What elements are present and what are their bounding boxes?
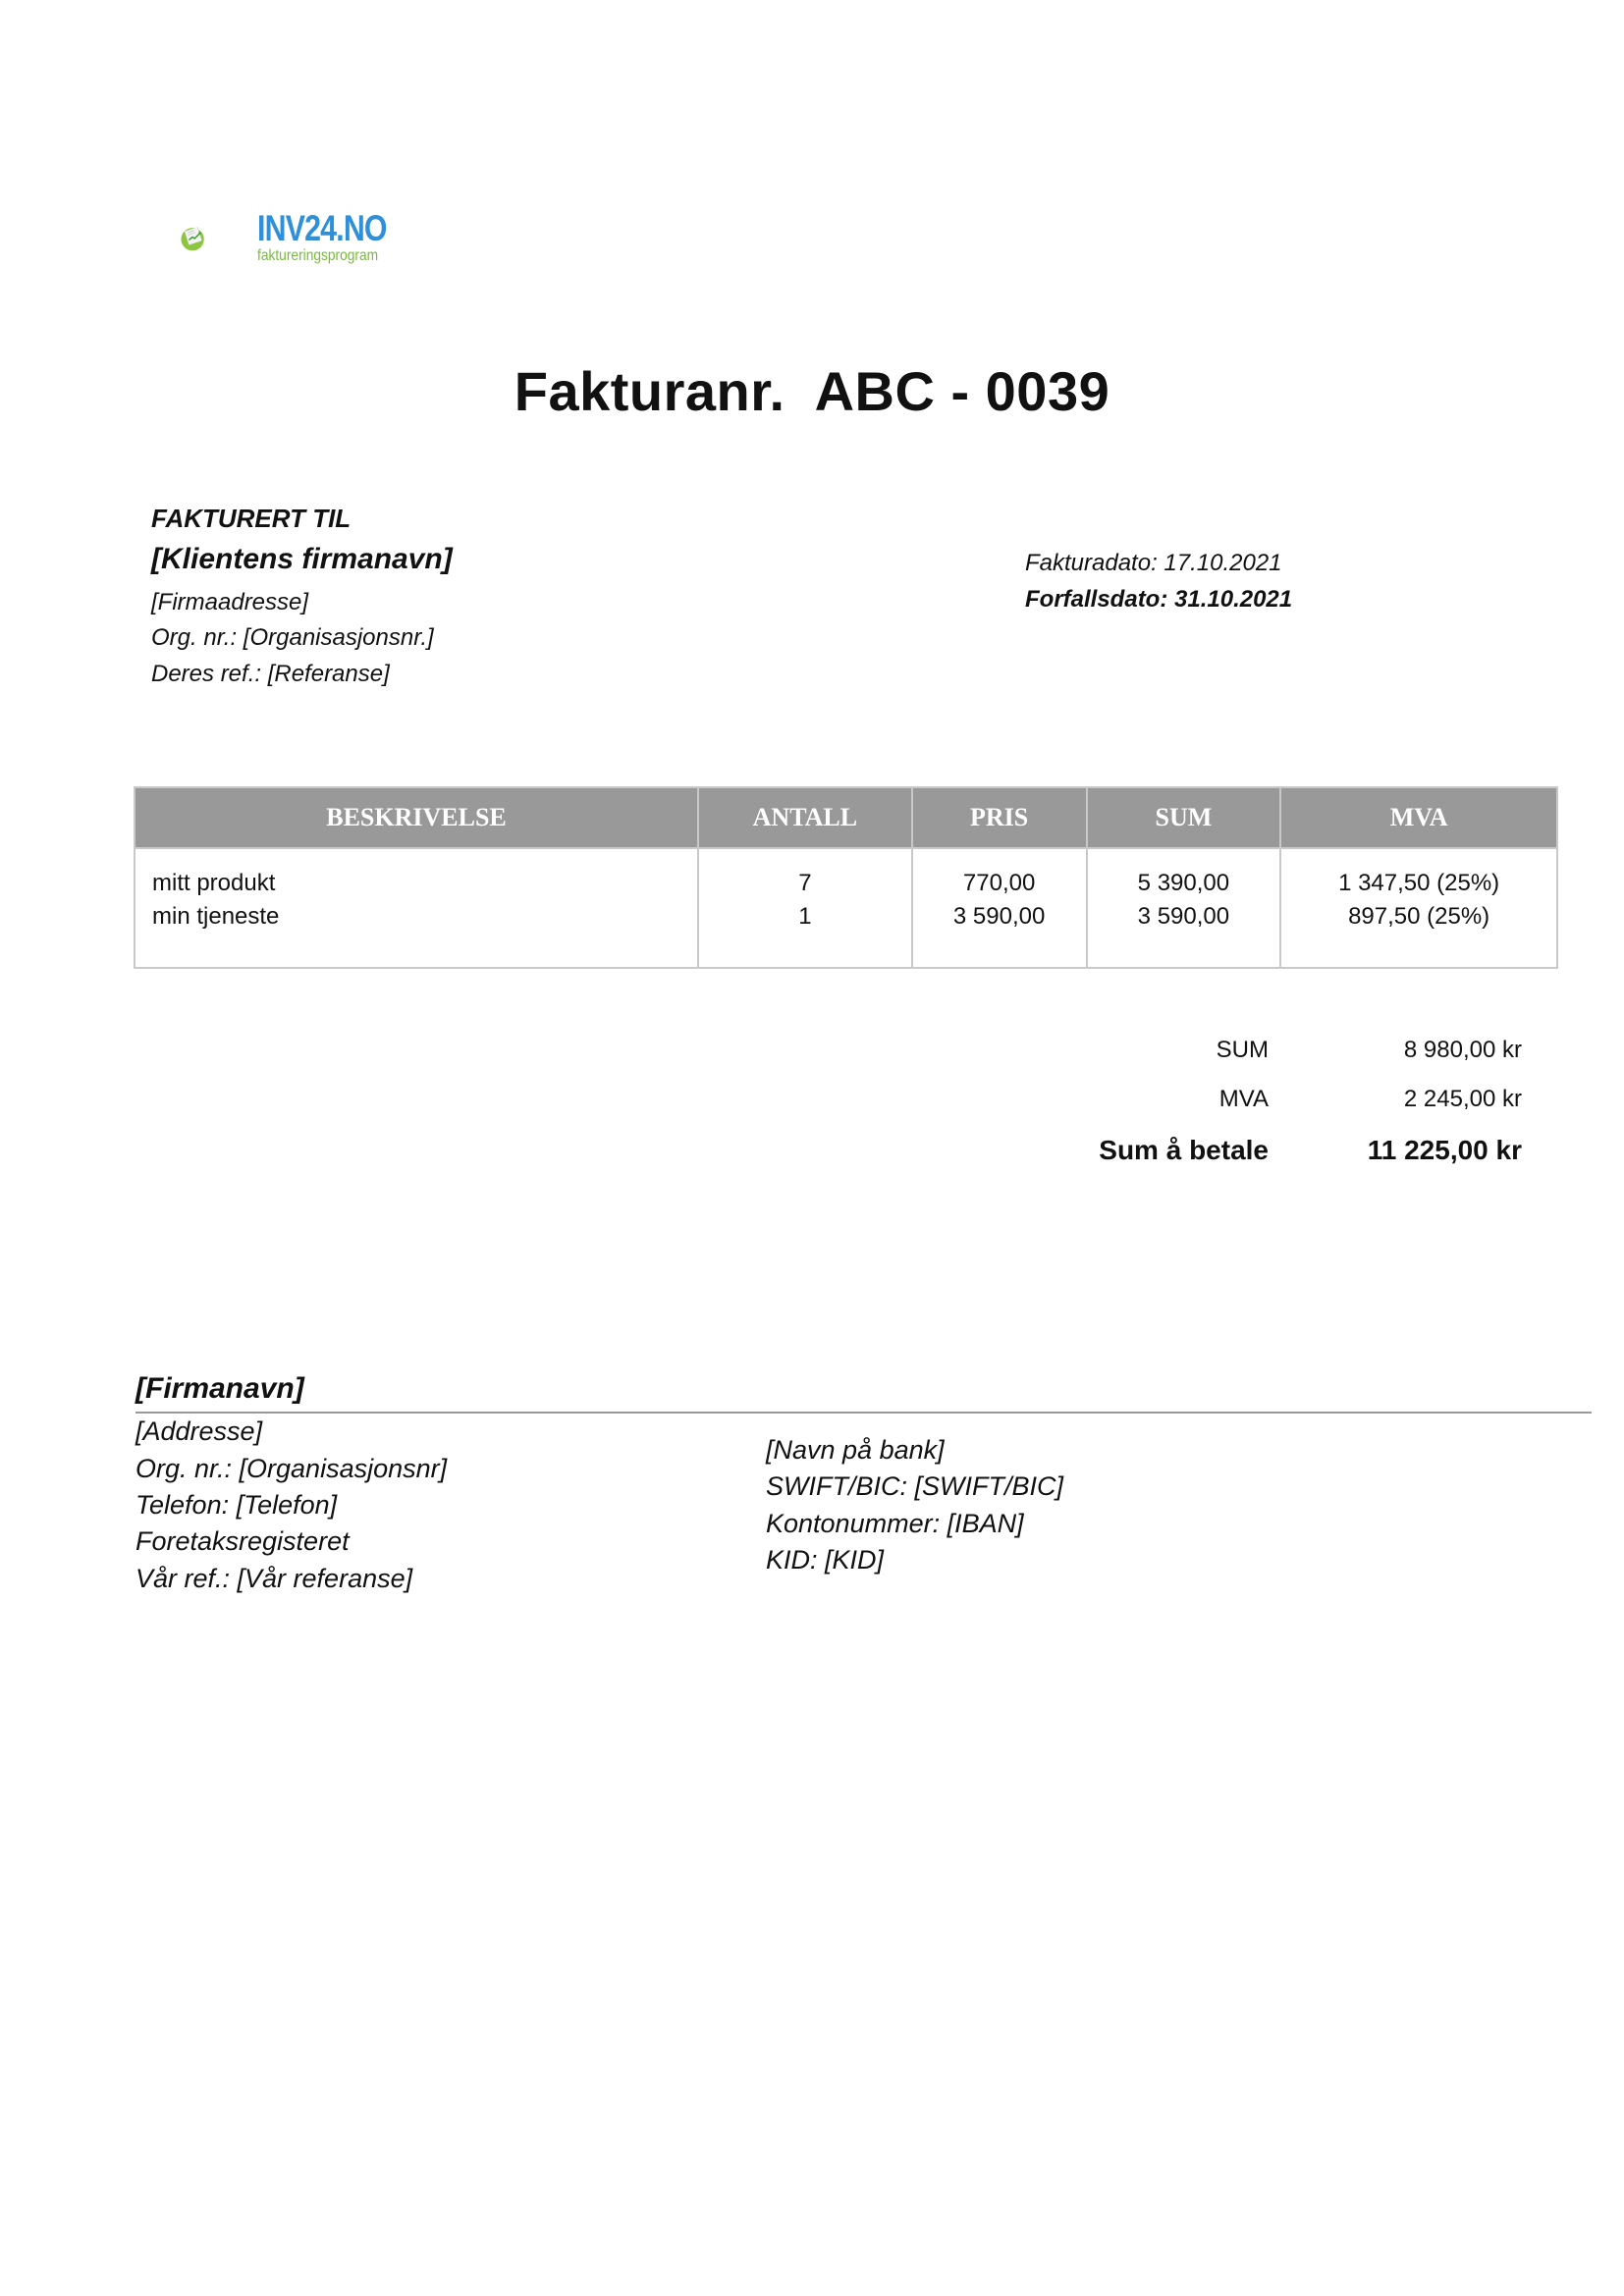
item-quantity: 1 (798, 903, 812, 930)
invoice-date: Fakturadato: 17.10.2021 (1025, 550, 1282, 576)
price-cell (912, 848, 1087, 968)
item-vat: 1 347,50 (25%) (1338, 870, 1500, 896)
inv24-logo (180, 199, 258, 278)
column-header-description: BESKRIVELSE (135, 787, 698, 848)
company-name: [Firmanavn] (135, 1372, 304, 1405)
company-org-number: Org. nr.: [Organisasjonsnr] (135, 1454, 448, 1483)
logo-tagline: faktureringsprogram (257, 247, 379, 264)
logo-wordmark: INV24.NO (257, 208, 387, 248)
vat-total-value: 2 245,00 kr (1403, 1086, 1522, 1112)
company-address: [Addresse] (135, 1416, 263, 1446)
client-address: [Firmaadresse] (151, 589, 309, 615)
client-reference: Deres ref.: [Referanse] (151, 661, 390, 687)
vat-total-label: MVA (1218, 1086, 1269, 1112)
line-items-table (134, 786, 1558, 969)
column-header-quantity: ANTALL (698, 787, 912, 848)
invoice-title: Fakturanr. ABC - 0039 (514, 360, 1110, 422)
subtotal-label: SUM (1216, 1037, 1269, 1063)
item-vat: 897,50 (25%) (1348, 903, 1490, 930)
column-header-price: PRIS (912, 787, 1087, 848)
subtotal-value: 8 980,00 kr (1403, 1037, 1522, 1063)
column-header-vat: MVA (1280, 787, 1557, 848)
item-description: min tjeneste (152, 903, 280, 930)
table-row (135, 848, 1557, 968)
column-header-sum: SUM (1087, 787, 1281, 848)
amount-due-value: 11 225,00 kr (1367, 1135, 1522, 1165)
bank-kid: KID: [KID] (766, 1545, 885, 1575)
table-header-row (135, 787, 1557, 848)
amount-due-label: Sum å betale (1099, 1135, 1269, 1165)
billed-to-heading: FAKTURERT TIL (151, 504, 352, 533)
bank-account: Kontonummer: [IBAN] (766, 1509, 1024, 1538)
company-reference: Vår ref.: [Vår referanse] (135, 1564, 413, 1593)
quantity-cell (698, 848, 912, 968)
client-name: [Klientens firmanavn] (151, 543, 453, 575)
item-sum: 3 590,00 (1137, 903, 1230, 930)
description-cell (135, 848, 698, 968)
bank-swift: SWIFT/BIC: [SWIFT/BIC] (766, 1471, 1063, 1501)
footer-divider (135, 1412, 1592, 1414)
company-register: Foretaksregisteret (135, 1526, 350, 1556)
vat-cell (1280, 848, 1557, 968)
item-quantity: 7 (798, 870, 812, 896)
sum-cell (1087, 848, 1281, 968)
company-phone: Telefon: [Telefon] (135, 1490, 338, 1520)
item-price: 3 590,00 (952, 903, 1046, 930)
item-description: mitt produkt (152, 870, 276, 896)
bank-name: [Navn på bank] (766, 1435, 945, 1465)
item-price: 770,00 (962, 870, 1036, 896)
client-org-number: Org. nr.: [Organisasjonsnr.] (151, 624, 434, 651)
item-sum: 5 390,00 (1137, 870, 1230, 896)
due-date: Forfallsdato: 31.10.2021 (1025, 586, 1293, 613)
